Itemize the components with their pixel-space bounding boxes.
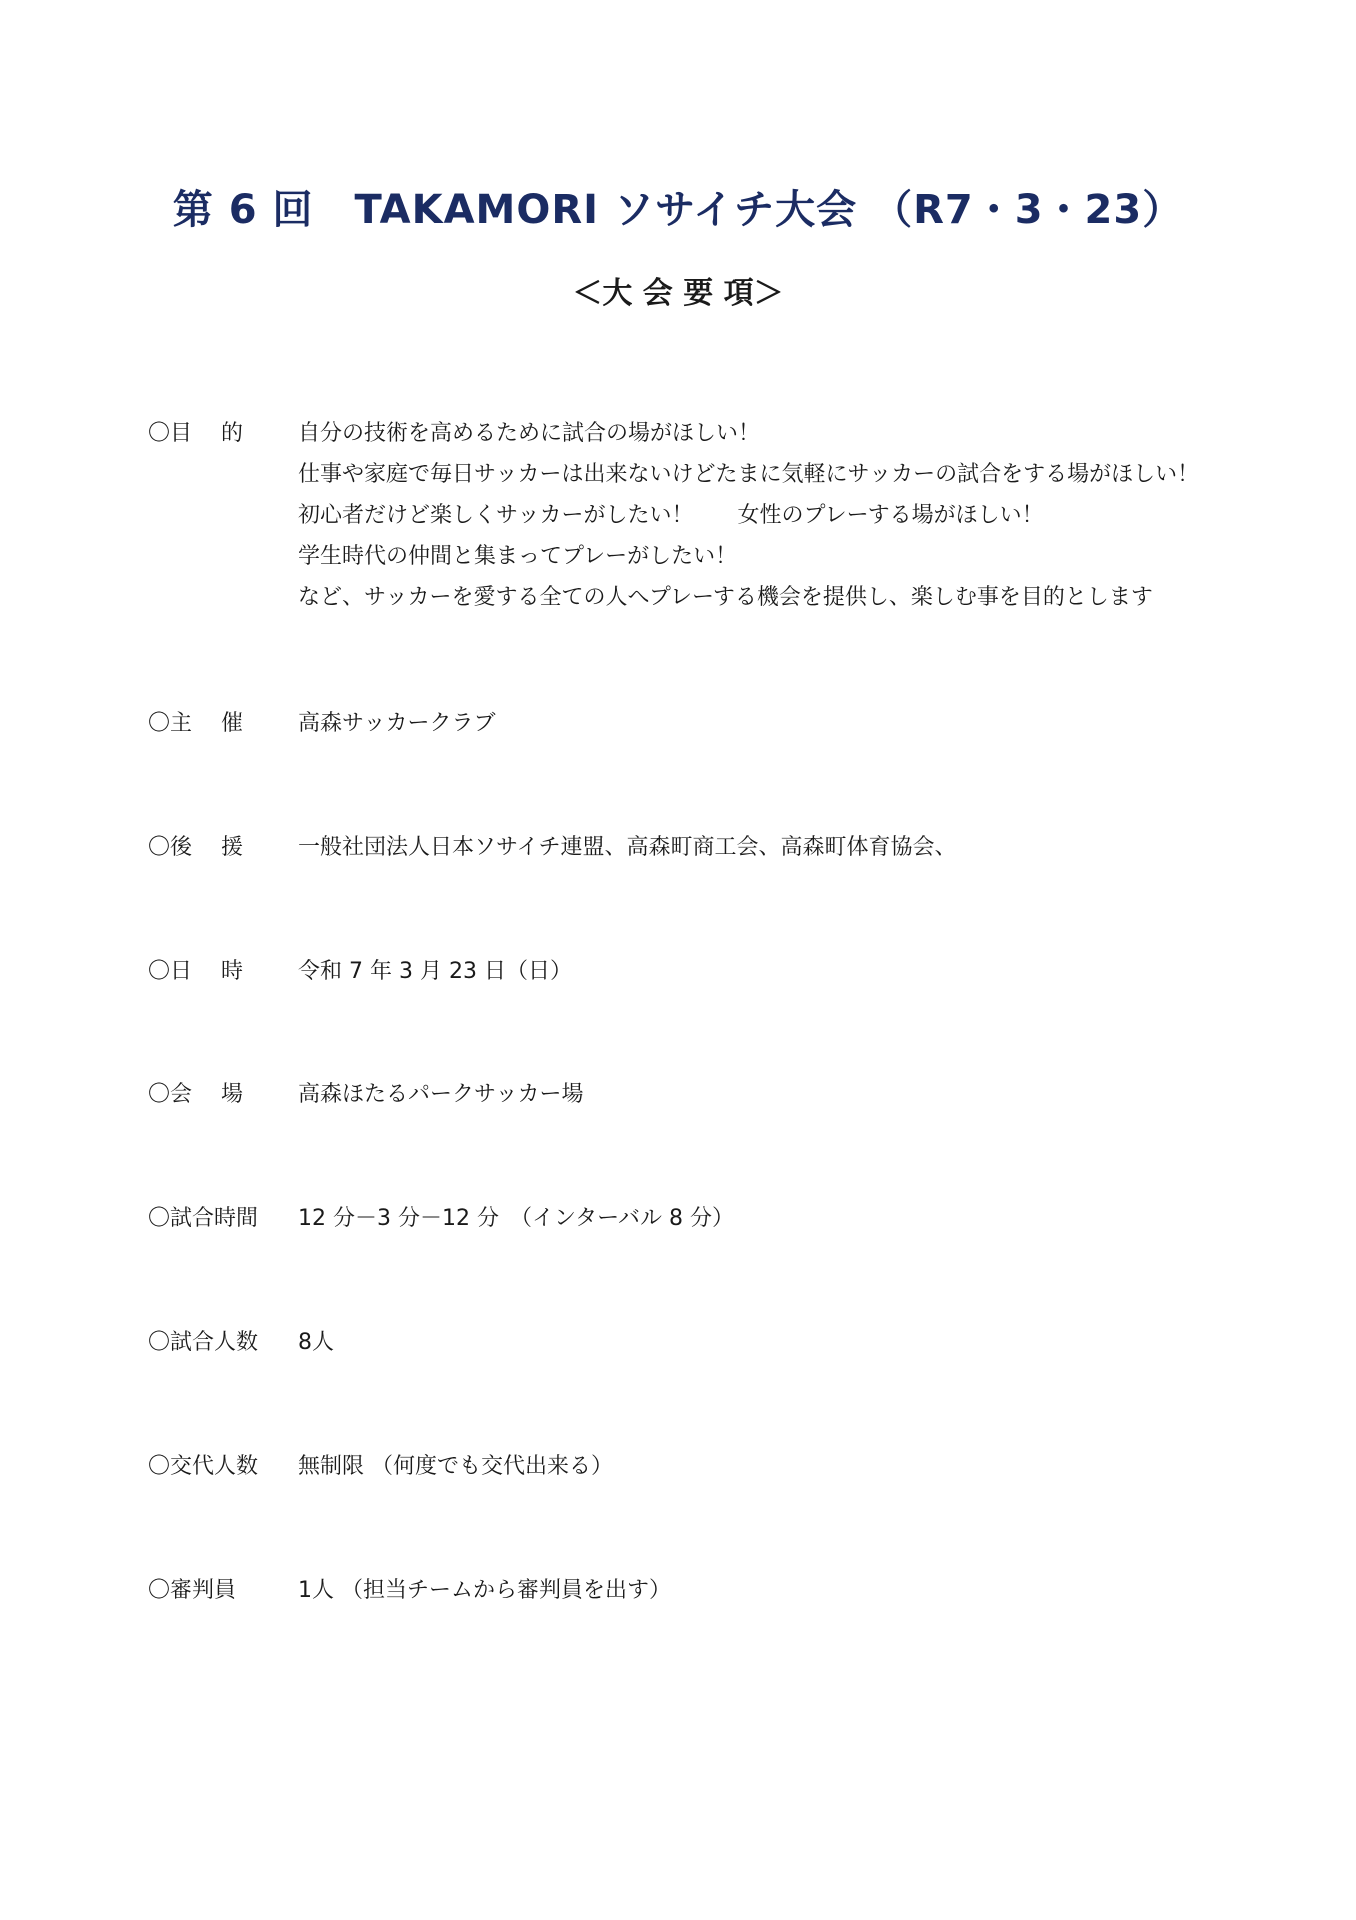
section-label-venue: 〇会 場	[148, 1082, 243, 1107]
section-label-date: 〇日 時	[148, 959, 243, 984]
referee-value: 1人 （担当チームから審判員を出す）	[298, 1578, 671, 1603]
section-label-support: 〇後 援	[148, 835, 243, 860]
substitutes-value: 無制限 （何度でも交代出来る）	[298, 1454, 613, 1479]
venue-value: 高森ほたるパークサッカー場	[298, 1082, 584, 1107]
purpose-line: 仕事や家庭で毎日サッカーは出来ないけどたまに気軽にサッカーの試合をする場がほしい！	[298, 462, 1200, 487]
date-value: 令和 7 年 3 月 23 日（日）	[298, 959, 572, 984]
purpose-line: 学生時代の仲間と集まってプレーがしたい！	[298, 544, 738, 569]
support-value: 一般社団法人日本ソサイチ連盟、高森町商工会、高森町体育協会、	[298, 835, 957, 860]
section-label-referee: 〇審判員	[148, 1578, 237, 1603]
purpose-line: 初心者だけど楽しくサッカーがしたい！ 女性のプレーする場がほしい！	[298, 503, 1044, 528]
purpose-line: 自分の技術を高めるために試合の場がほしい！	[298, 421, 761, 446]
purpose-text	[298, 414, 1199, 619]
match-time-value: 12 分－3 分－12 分 （インターバル 8 分）	[298, 1206, 734, 1231]
section-label-purpose: 〇目 的	[148, 421, 243, 446]
section-label-substitutes: 〇交代人数	[148, 1454, 259, 1479]
section-label-players: 〇試合人数	[148, 1330, 259, 1355]
page-title: 第 6 回 TAKAMORI ソサイチ大会 （R7・3・23）	[172, 187, 1184, 233]
purpose-line: など、サッカーを愛する全ての人へプレーする機会を提供し、楽しむ事を目的とします	[298, 585, 1153, 610]
organizer-value: 高森サッカークラブ	[298, 711, 496, 736]
section-label-organizer: 〇主 催	[148, 711, 243, 736]
players-value: 8人	[298, 1330, 334, 1355]
section-label-match-time: 〇試合時間	[148, 1206, 259, 1231]
page-subtitle: ＜大 会 要 項＞	[572, 276, 784, 311]
